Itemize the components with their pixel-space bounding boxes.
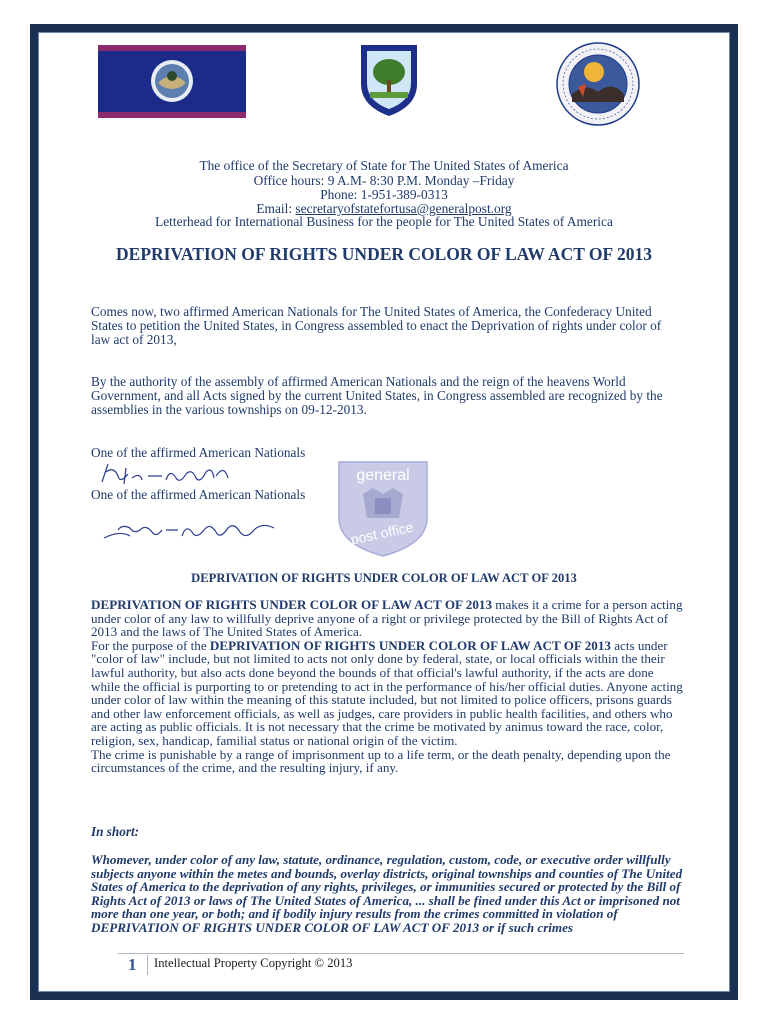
body-bold-2: DEPRIVATION OF RIGHTS UNDER COLOR OF LAW ACT OF 2013 [209,637,611,653]
post-office-stamp [333,458,433,558]
footer-separator [147,955,148,975]
in-short-text: Whomever, under color of any law, statute, ordinance, regulation, custom, code, or executive order willfully subjects anyone within the metes and bounds, overlay districts, original townships and counties of The United States of America to the deprivation of any rights, privileges, or immunities secured or protected by the Bill of Rights Act of 2013 or laws of The United States of America, ... shall be fined under this Act or imprisoned not more than one year, or both; and if bodily injury results from the crimes committed in violation of DEPRIVATION OF RIGHTS UNDER COLOR OF LAW ACT OF 2013 or if such crimes [91,852,683,935]
in-short-label: In short: [91,824,140,839]
letterhead-line: Letterhead for International Business for the people for The United States of America [155,214,613,229]
body-text-2b: acts under "color of law" include, but not limited to acts not only done by federal, state, or local officials within the their lawful authority, but also acts done beyond the bounds of that official's lawful authority, if the acts are done while the official is purporting to or pretending to act in the performance of his/her official duties. Anyone acting under color of law within the meaning of this statute included, but not limited to police officers, prisons guards and other law enforcement officials, as well as judges, care providers in public health facilities, and others who are acting as public officials. It is not necessary that the crime be motivated by animus toward the race, color, religion, sex, handicap, familial status or national origin of the victim. [91,637,683,748]
page-number: 1 [128,955,137,974]
signature-1 [96,460,246,490]
body-text-2a: For the purpose of the [91,637,210,653]
office-hours: Office hours: 9 A.M- 8:30 P.M. Monday –Friday [253,173,515,188]
shield-emblem [358,42,420,118]
stamp-top-text: general [356,467,410,484]
seal-emblem [556,42,640,126]
body-paragraph-1 [91,598,685,639]
body-paragraph-2 [91,639,685,748]
flag-emblem [98,45,246,118]
body-paragraph-3: The crime is punishable by a range of imprisonment up to a life term, or the death penalty, depending upon the circumstances of the crime, and the resulting injury, if any. [91,746,671,776]
signature-label-1: One of the affirmed American Nationals [91,445,306,460]
phone-line: Phone: 1-951-389-0313 [320,187,448,202]
body-text-1: makes it a crime for a person acting under color of any law to willfully deprive anyone of a right or privilege protected by the Bill of Rights Act of 2013 and the laws of The United States of America. [91,597,683,640]
page-title: DEPRIVATION OF RIGHTS UNDER COLOR OF LAW ACT OF 2013 [116,244,652,264]
authority-paragraph: By the authority of the assembly of affirmed American Nationals and the reign of the heavens World Government, and all Acts signed by the current United States, in Congress assembled are recognized by the assemblies in the various townships on 09-12-2013. [91,374,663,418]
intro-paragraph: Comes now, two affirmed American Nationals for The United States of America, the Confederacy United States to petition the United States, in Congress assembled to enact the Deprivation of rights under color of law act of 2013, [91,304,662,348]
copyright-notice: Intellectual Property Copyright © 2013 [154,956,353,970]
email-label: Email: [256,201,296,216]
stamp-bottom-text: post office [349,518,415,548]
footer-divider [118,953,684,954]
body-bold-1: DEPRIVATION OF RIGHTS UNDER COLOR OF LAW ACT OF 2013 [91,597,492,612]
signature-2 [100,516,280,546]
section-subtitle: DEPRIVATION OF RIGHTS UNDER COLOR OF LAW ACT OF 2013 [191,571,577,585]
signature-label-2: One of the affirmed American Nationals [91,487,306,502]
body-section [91,598,685,775]
email-link[interactable]: secretaryofstatefortusa@generalpost.org [295,201,512,216]
office-line: The office of the Secretary of State for The United States of America [199,158,569,173]
